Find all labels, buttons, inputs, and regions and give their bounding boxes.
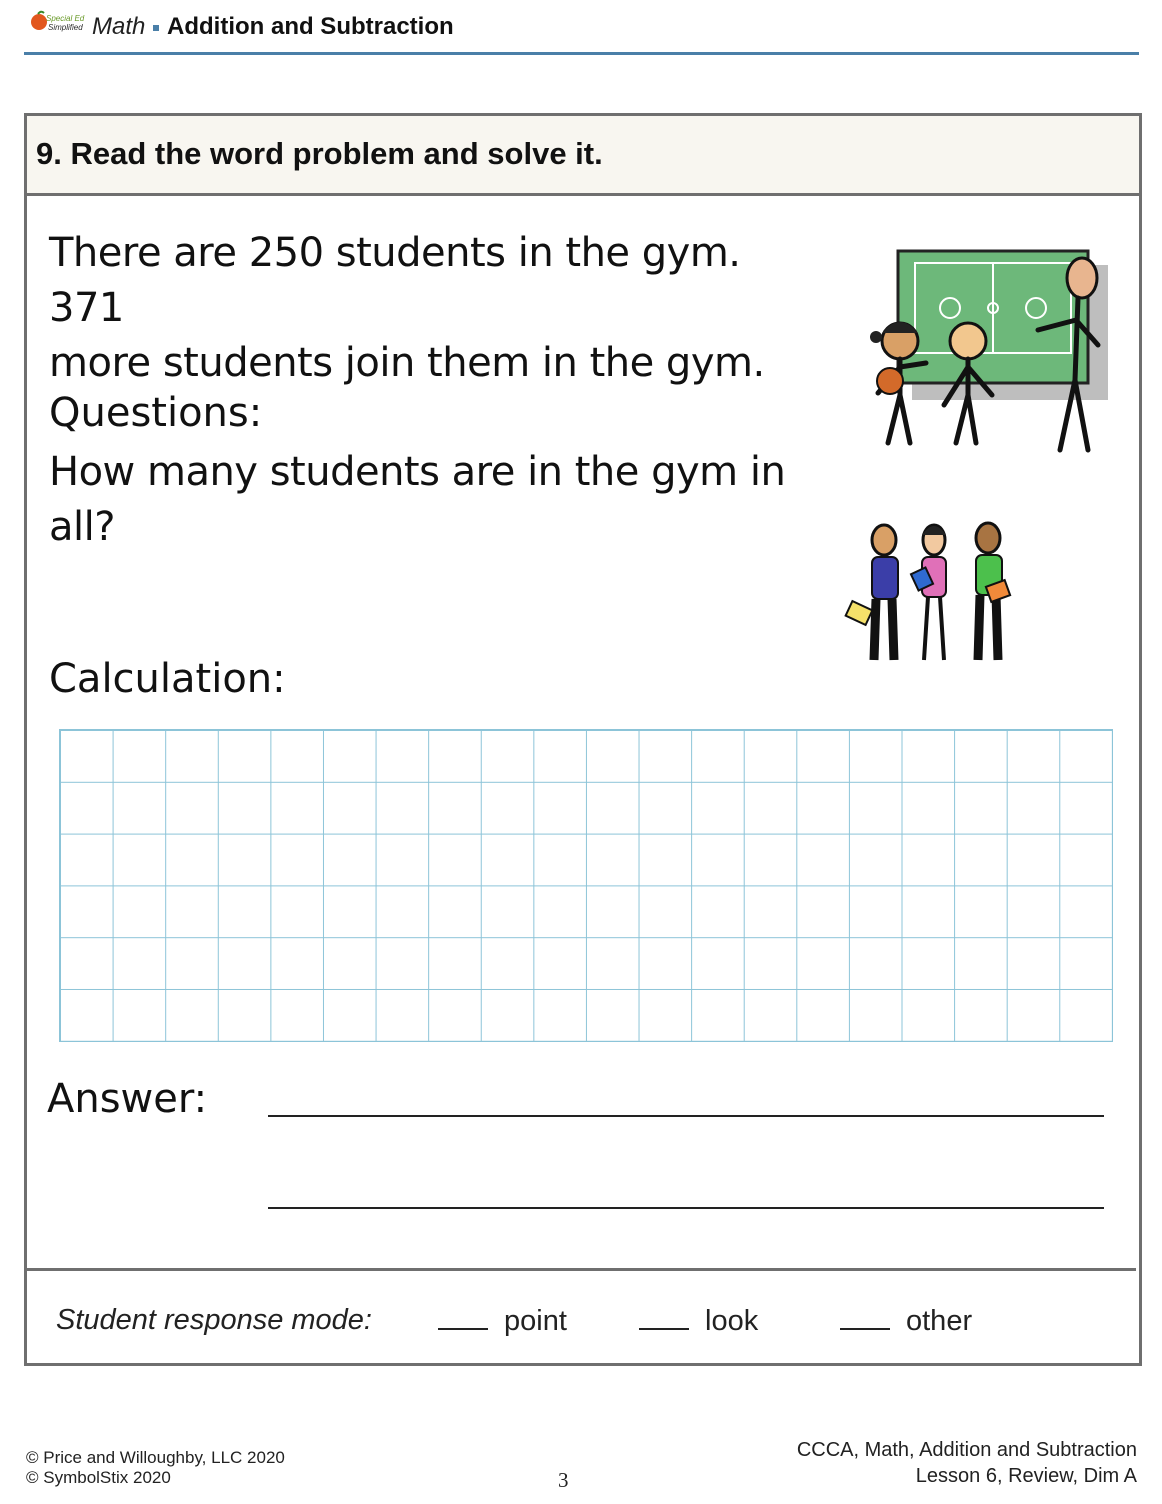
questions-label: Questions:	[49, 390, 263, 436]
question-heading-bar	[27, 116, 1139, 196]
svg-text:Simplified: Simplified	[48, 23, 83, 32]
calculation-grid[interactable]	[59, 729, 1113, 1042]
header-separator	[153, 25, 159, 31]
problem-line: more students join them in the gym.	[49, 340, 765, 386]
students-group-illustration	[842, 515, 1027, 685]
question-line: all?	[49, 504, 115, 550]
svg-text:Special Ed: Special Ed	[46, 14, 85, 23]
copyright-line: © Price and Willoughby, LLC 2020	[26, 1448, 285, 1467]
header-subject: Math	[92, 13, 146, 40]
calculation-label: Calculation:	[49, 656, 286, 702]
copyright-line: © SymbolStix 2020	[26, 1468, 171, 1487]
response-option-look[interactable]	[639, 1304, 758, 1338]
response-option-other[interactable]	[840, 1304, 972, 1338]
response-blank[interactable]	[840, 1304, 890, 1330]
answer-line-1[interactable]	[268, 1115, 1104, 1117]
response-blank[interactable]	[438, 1304, 488, 1330]
question-heading: 9. Read the word problem and solve it.	[36, 136, 603, 171]
footer-course-info	[797, 1437, 1137, 1489]
response-option-label: look	[705, 1305, 759, 1337]
question-line: How many students are in the gym in	[49, 449, 786, 495]
response-option-point[interactable]	[438, 1304, 567, 1338]
footer-copyright	[26, 1448, 285, 1488]
page-number: 3	[558, 1468, 569, 1492]
response-option-label: other	[906, 1305, 973, 1337]
page-header	[24, 8, 1139, 55]
response-divider	[24, 1268, 1136, 1271]
logo-icon	[28, 10, 88, 36]
response-option-label: point	[504, 1305, 567, 1337]
problem-text	[49, 226, 809, 391]
response-mode-label: Student response mode:	[56, 1304, 372, 1336]
answer-label: Answer:	[47, 1076, 208, 1122]
problem-line: There are 250 students in the gym. 371	[49, 230, 741, 331]
course-line: CCCA, Math, Addition and Subtraction	[796, 1439, 1137, 1461]
course-line: Lesson 6, Review, Dim A	[915, 1465, 1137, 1487]
gym-teacher-students-illustration	[860, 245, 1122, 470]
response-blank[interactable]	[639, 1304, 689, 1330]
header-title: Addition and Subtraction	[167, 13, 454, 40]
answer-line-2[interactable]	[268, 1207, 1104, 1209]
question-text	[49, 445, 809, 555]
